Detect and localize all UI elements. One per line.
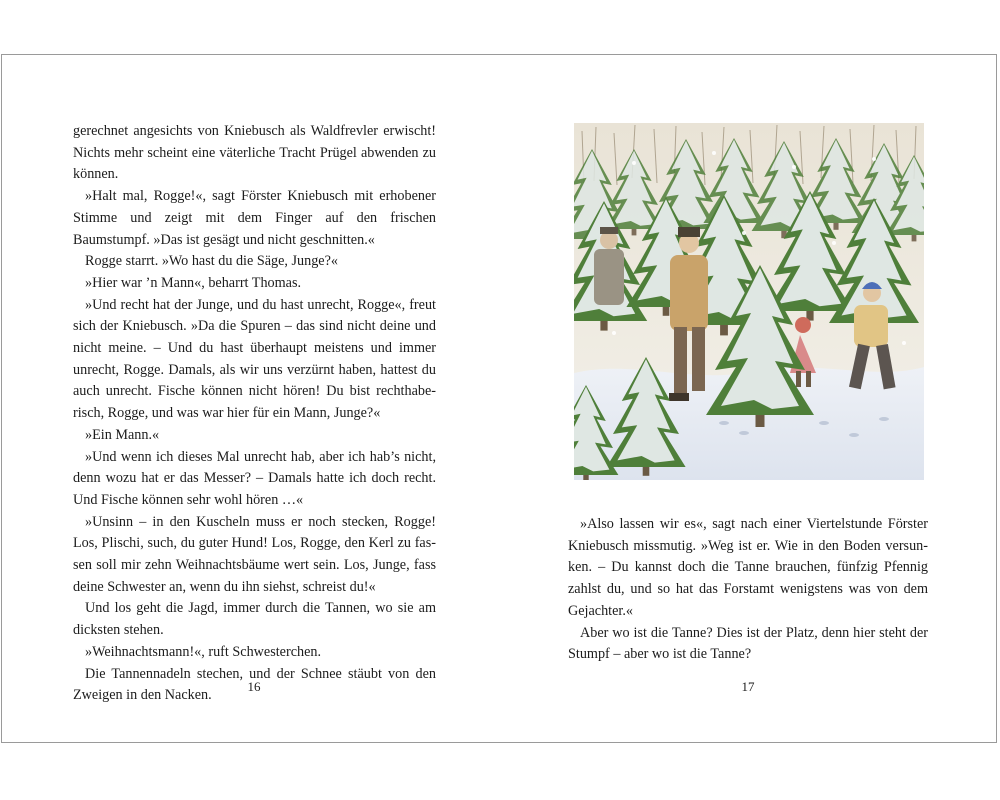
left-page <box>2 55 500 742</box>
paragraph: Rogge starrt. »Wo hast du die Säge, Junge?« <box>85 253 338 270</box>
paragraph: gerechnet angesichts von Kniebusch als Waldfrevler erwischt! Nichts mehr scheint eine väterliche Tracht Prügel abwenden zu können. <box>73 123 436 183</box>
snowy-fir-forest-illustration <box>574 123 924 480</box>
right-page <box>500 55 998 742</box>
paragraph: Und los geht die Jagd, immer durch die Tannen, wo sie am dicksten stehen. <box>73 600 436 639</box>
page-number-left: 16 <box>247 679 261 694</box>
paragraph: »Unsinn – in den Kuscheln muss er noch stecken, Rogge! Los, Plischi, such, du guter Hund! Los, Rogge, den Kerl zu fassen soll mir zehn Weihnachtsbäume wert sein. Los, Junge, fass deine Schwester an, wenn du ihn siehst, schreist du!« <box>73 513 436 595</box>
paragraph: »Hier war ’n Mann«, beharrt Thomas. <box>85 274 302 291</box>
paragraph: Aber wo ist die Tanne? Dies ist der Platz, denn hier steht der Stumpf – aber wo ist die Tanne? <box>568 624 928 663</box>
right-page-text <box>568 514 928 666</box>
paragraph: »Weihnachtsmann!«, ruft Schwesterchen. <box>85 643 322 660</box>
paragraph: »Und wenn ich dieses Mal unrecht hab, aber ich hab’s nicht, denn wozu hat er das Messer? – Damals hatte ich doch recht. Und Fische können sehr wohl hören …« <box>73 448 436 508</box>
left-page-text <box>73 121 436 707</box>
paragraph: »Also lassen wir es«, sagt nach einer Viertelstunde Förster Kniebusch missmutig. »Weg ist er. Wie in den Boden versunken. – Du kannst doch die Tanne brauchen, fünfzig Pfennig zahlst du, und so hat das Forstamt wenigstens was von dem Gejachter.« <box>568 516 928 619</box>
paragraph: »Ein Mann.« <box>85 426 160 443</box>
paragraph: »Und recht hat der Junge, und du hast unrecht, Rogge«, freut sich der Kniebusch. »Da die Spuren – das sind nicht deine und nicht meine. – Und du hast überhaupt meistens und immer unrecht, Rogge. Damals, als wir uns verzürnt haben, hattest du auch unrecht. Fische können nicht hören! Du bist rechthaberisch, Rogge, und was war hier für ein Mann, Junge?« <box>73 296 436 422</box>
book-spread <box>1 54 997 743</box>
paragraph: Die Tannennadeln stechen, und der Schnee stäubt von den Zweigen in den Nacken. <box>73 665 436 704</box>
paragraph: »Halt mal, Rogge!«, sagt Förster Kniebusch mit erhobener Stimme und zeigt mit dem Finger auf den frischen Baumstumpf. »Das ist gesägt und nicht geschnitten.« <box>73 188 436 248</box>
page-number-right: 17 <box>741 679 755 694</box>
